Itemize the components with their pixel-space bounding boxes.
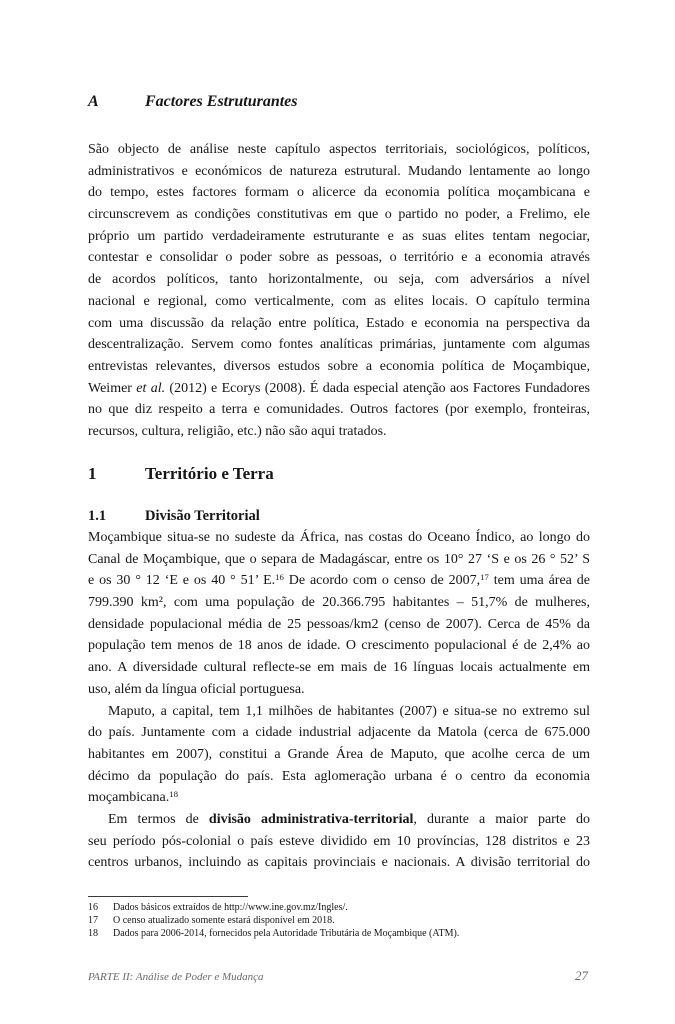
footnote-text: Dados para 2006-2014, fornecidos pela Autoridade Tributária de Moçambique (ATM).	[113, 928, 460, 939]
text-line	[88, 744, 590, 766]
text-line	[88, 226, 590, 248]
text-run: Moçambique situa-se no sudeste da África, nas costas do Oceano Índico, ao longo do	[88, 530, 590, 545]
running-title: PARTE II: Análise de Poder e Mudança	[88, 971, 264, 983]
text-line	[88, 161, 590, 183]
text-line	[88, 831, 590, 853]
text-run: , durante a maior parte do	[413, 811, 590, 827]
footnote-number: 17	[88, 915, 98, 926]
text-line	[88, 657, 590, 679]
text-run: décimo da população do país. Esta aglomeração urbana é o centro da economia	[88, 768, 590, 784]
footnote	[88, 901, 590, 914]
bold-term: divisão administrativa-territorial	[208, 811, 414, 827]
text-line	[88, 334, 590, 356]
chapter-heading	[88, 462, 590, 486]
text-run: nacional e regional, como verticalmente, com as elites locais. O capítulo termina	[88, 293, 590, 309]
paragraph	[88, 809, 590, 874]
text-run: centros urbanos, incluindo as capitais provinciais e nacionais. A divisão territorial do	[88, 855, 590, 871]
text-run: São objecto de análise neste capítulo aspectos territoriais, sociológicos, políticos,	[88, 142, 590, 157]
text-run: De acordo com o censo de 2007,	[283, 573, 481, 589]
section-title: Factores Estruturantes	[145, 93, 298, 110]
text-run: Weimer	[88, 380, 137, 396]
text-run: e os 30 ° 12 ‘E e os 40 ° 51’ E.	[88, 573, 276, 589]
text-run: circunscrevem as condições constitutivas em que o partido no poder, a Frelimo, ele	[88, 207, 590, 223]
text-run: contestar e consolidar o poder sobre as pessoas, o território e a economia através	[88, 250, 590, 266]
paragraph	[88, 701, 590, 809]
footnotes	[88, 901, 590, 940]
section-letter: A	[88, 93, 99, 110]
text-run: população tem menos de 18 anos de idade. O crescimento populacional é de 2,4% ao	[88, 638, 590, 654]
text-run: do país. Juntamente com a cidade industrial adjacente da Matola (cerca de 675.000	[88, 725, 590, 741]
text-run: ano. A diversidade cultural reflecte-se em mais de 16 línguas locais actualmente em	[88, 660, 590, 676]
text-run: administrativos e económicos de natureza estrutural. Mudando lentamente ao longo	[88, 163, 590, 179]
text-run: uso, além da língua oficial portuguesa.	[88, 681, 305, 697]
text-run: tem uma área de	[488, 573, 590, 589]
page-footer	[88, 969, 590, 985]
paragraph	[88, 527, 590, 701]
text-line	[88, 787, 590, 809]
chapter-title: Território e Terra	[145, 464, 274, 483]
text-run: Maputo, a capital, tem 1,1 milhões de habitantes (2007) e situa-se no extremo sul	[108, 703, 590, 719]
text-line	[88, 549, 590, 571]
footnote-marker: 16	[275, 572, 284, 583]
text-line	[88, 182, 590, 204]
text-line	[88, 679, 590, 701]
text-line	[88, 614, 590, 636]
text-run: moçambicana.	[88, 790, 170, 806]
text-line	[88, 722, 590, 744]
text-line	[88, 378, 590, 400]
text-run: habitantes em 2007), constitui a Grande Área de Maputo, que acolhe cerca de um	[88, 746, 590, 762]
text-line	[88, 570, 590, 592]
text-run: próprio um partido verdadeiramente estruturante e as suas elites tentam negociar,	[88, 228, 590, 244]
intro-text	[88, 139, 590, 443]
paragraph	[88, 139, 590, 443]
footnote-divider	[88, 896, 248, 897]
text-line	[88, 269, 590, 291]
page-number: 27	[575, 968, 588, 983]
text-run: recursos, cultura, religião, etc.) não são aqui tratados.	[88, 423, 387, 439]
text-line	[88, 247, 590, 269]
text-line	[88, 291, 590, 313]
footnote-number: 18	[88, 928, 98, 939]
footnote-marker: 17	[480, 572, 489, 583]
text-run: Canal de Moçambique, que o separa de Madagáscar, entre os 10° 27 ‘S e os 26 ° 52’ S	[88, 551, 590, 567]
text-line	[88, 766, 590, 788]
footnote	[88, 914, 590, 927]
text-line	[88, 527, 590, 549]
body-text	[88, 527, 590, 874]
text-run: (2012) e Ecorys (2008). É dada especial atenção aos Factores Fundadores	[165, 380, 590, 396]
subsection-title: Divisão Territorial	[145, 508, 260, 524]
text-line	[88, 313, 590, 335]
text-run: 799.390 km², com uma população de 20.366.795 habitantes – 51,7% de mulheres,	[88, 595, 590, 611]
text-run: do tempo, estes factores formam o alicerce da economia política moçambicana e	[88, 185, 590, 201]
chapter-number: 1	[88, 464, 97, 483]
text-line	[88, 356, 590, 378]
text-run: no que diz respeito a terra e comunidades. Outros factores (por exemplo, fronteiras,	[88, 402, 590, 418]
text-run: densidade populacional média de 25 pessoas/km2 (censo de 2007). Cerca de 45% da	[88, 616, 590, 632]
text-line	[88, 635, 590, 657]
text-line	[88, 809, 590, 831]
text-line	[88, 852, 590, 874]
footnote-text: Dados básicos extraídos de http://www.ine.gov.mz/Ingles/.	[113, 902, 348, 913]
footnote-text: O censo atualizado somente estará disponível em 2018.	[113, 915, 335, 926]
text-run: descentralização. Servem como fontes analíticas primárias, juntamente com algumas	[88, 337, 590, 353]
text-line	[88, 139, 590, 161]
text-line	[88, 421, 590, 443]
footnote	[88, 927, 590, 940]
footnote-marker: 18	[169, 788, 178, 799]
text-line	[88, 592, 590, 614]
text-run: Em termos de	[108, 811, 209, 827]
text-line	[88, 204, 590, 226]
text-run: entrevistas relevantes, diversos estudos sobre a economia política de Moçambique,	[88, 358, 590, 374]
text-run: seu período pós-colonial o país esteve dividido em 10 províncias, 128 distritos e 23	[88, 833, 590, 849]
text-line	[88, 399, 590, 421]
text-run: de acordos políticos, tanto horizontalmente, ou seja, com adversários a nível	[88, 272, 590, 288]
text-line	[88, 701, 590, 723]
section-heading	[88, 91, 590, 113]
text-run: com uma discussão da relação entre política, Estado e economia na perspectiva da	[88, 315, 590, 331]
subsection-heading	[88, 505, 590, 527]
subsection-number: 1.1	[88, 508, 107, 524]
footnote-number: 16	[88, 902, 98, 913]
emphasis-text: et al.	[136, 380, 166, 396]
